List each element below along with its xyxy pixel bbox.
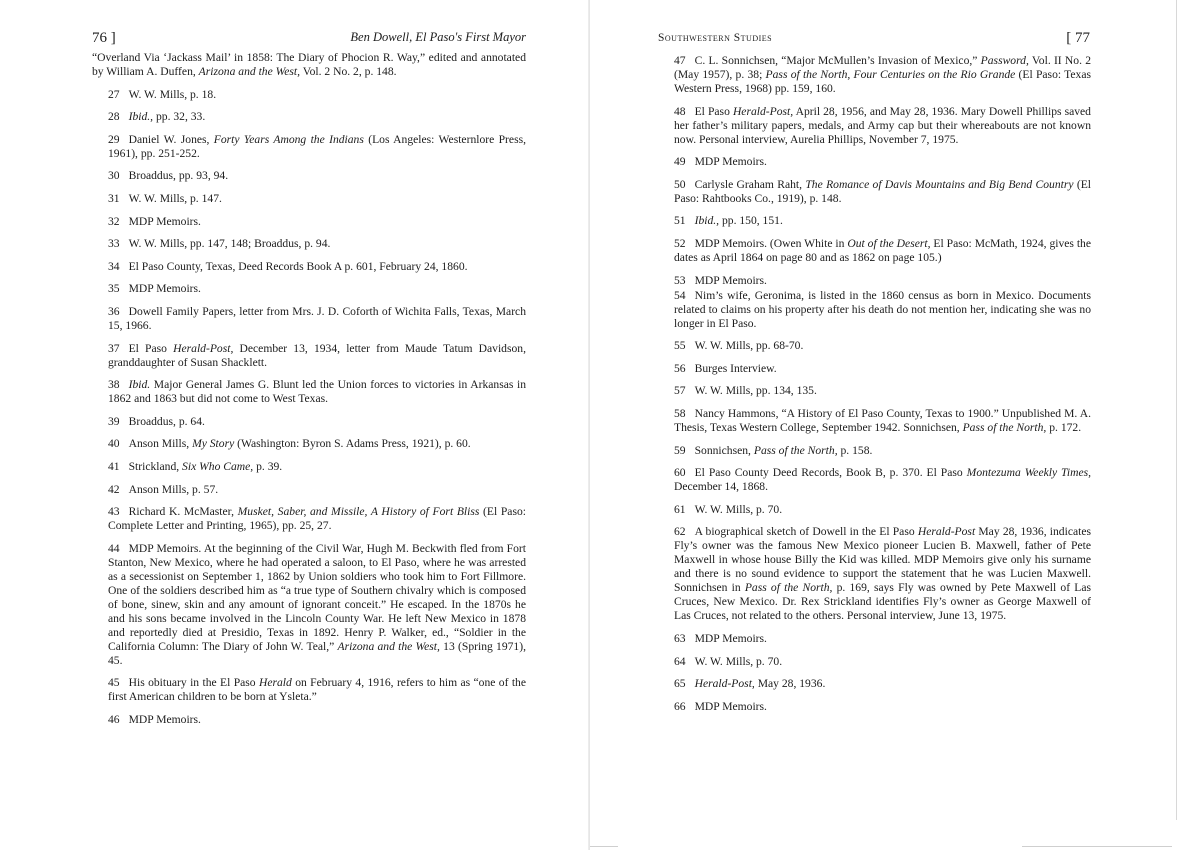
endnote-number: 30: [108, 169, 120, 183]
endnote: 30 Broaddus, pp. 93, 94.: [108, 169, 229, 183]
endnote: 27 W. W. Mills, p. 18.: [108, 87, 217, 101]
endnote: 63 MDP Memoirs.: [674, 631, 767, 645]
endnotes-list: [658, 54, 1091, 722]
endnote-number: 58: [674, 406, 686, 420]
endnote-number: 32: [108, 214, 120, 228]
endnote: 45 His obituary in the El Paso Herald on February 4, 1916, refers to him as “one of the first American children to be born at Ysleta.”: [108, 676, 526, 704]
endnote: 29 Daniel W. Jones, Forty Years Among the Indians (Los Angeles: Westernlore Press, 1961), pp. 251-252.: [108, 132, 526, 160]
endnote-number: 42: [108, 482, 120, 496]
endnote-number: 28: [108, 110, 120, 124]
endnote-number: 59: [674, 443, 686, 457]
endnote: 28 Ibid., pp. 32, 33.: [108, 110, 206, 124]
endnote-number: 48: [674, 104, 686, 118]
running-title: Southwestern Studies: [658, 32, 773, 44]
endnote: 44 MDP Memoirs. At the beginning of the Civil War, Hugh M. Beckwith fled from Fort Stanton, New Mexico, where he had operated a saloon, to El Paso, where he was arrested as a secessionist on September 1, 1862 by Union soldiers who took him to Fort Fillmore. One of the soldiers described him as “a true type of Southern chivalry which is composed of bone, sinew, skin and any amount of ignorant conceit.” He escaped. In the 1870s he and his sons became involved in the Lincoln County War. He left New Mexico in 1878 and reportedly died at Presidio, Texas in 1892. Henry P. Walker, ed., “Soldier in the California Column: The Diary of John W. Teal,” Arizona and the West, 13 (Spring 1971), 45.: [108, 541, 526, 667]
endnote-number: 56: [674, 361, 686, 375]
endnote-number: 50: [674, 177, 686, 191]
page-number: 76 ]: [92, 30, 116, 46]
endnote-number: 29: [108, 132, 120, 146]
endnote-number: 37: [108, 341, 120, 355]
endnotes-list: [92, 51, 526, 735]
endnote-number: 34: [108, 259, 120, 273]
endnote-number: 47: [674, 54, 686, 67]
endnote: 38 Ibid. Major General James G. Blunt led the Union forces to victories in Arkansas in 1862 and 1863 but did not come to West Texas.: [108, 378, 526, 406]
endnote: 58 Nancy Hammons, “A History of El Paso County, Texas to 1900.” Unpublished M. A. Thesis, Texas Western College, September 1942. Sonnichsen, Pass of the North, p. 172.: [674, 406, 1091, 434]
endnote: 34 El Paso County, Texas, Deed Records Book A p. 601, February 24, 1860.: [108, 259, 468, 273]
endnote: 31 W. W. Mills, p. 147.: [108, 191, 222, 205]
endnote: 54 Nim’s wife, Geronima, is listed in the 1860 census as born in Mexico. Documents related to claims on his property after his death do not mention her, indicating she was no longer in El Paso.: [674, 288, 1091, 330]
endnote-number: 39: [108, 414, 120, 428]
endnote-number: 35: [108, 282, 120, 296]
endnote: 50 Carlysle Graham Raht, The Romance of Davis Mountains and Big Bend Country (El Paso: Rahtbooks Co., 1919), p. 148.: [674, 177, 1091, 205]
endnote-number: 49: [674, 155, 686, 169]
endnote: 48 El Paso Herald-Post, April 28, 1956, and May 28, 1936. Mary Dowell Phillips saved her father’s military papers, medals, and Army cap but their whereabouts are not known now. Personal interview, Aurelia Phillips, November 7, 1975.: [674, 104, 1091, 146]
endnote-number: 64: [674, 654, 686, 668]
endnote-number: 40: [108, 437, 120, 451]
endnote-number: 61: [674, 502, 686, 516]
endnote-number: 66: [674, 699, 686, 713]
endnote-number: 43: [108, 505, 120, 519]
endnote-number: 27: [108, 87, 120, 101]
endnote: 49 MDP Memoirs.: [674, 155, 767, 169]
endnote-number: 54: [674, 288, 686, 302]
endnote: 64 W. W. Mills, p. 70.: [674, 654, 783, 668]
endnote: 65 Herald-Post, May 28, 1936.: [674, 677, 826, 691]
endnote-number: 62: [674, 525, 686, 539]
endnote: 52 MDP Memoirs. (Owen White in Out of the Desert, El Paso: McMath, 1924, gives the dates as April 1864 on page 80 and as 1862 on page 105.): [674, 236, 1091, 264]
endnote: 46 MDP Memoirs.: [108, 712, 201, 726]
page-number: [ 77: [1066, 30, 1090, 46]
endnote: 43 Richard K. McMaster, Musket, Saber, and Missile, A History of Fort Bliss (El Paso: Complete Letter and Printing, 1965), pp. 25, 27.: [108, 505, 526, 533]
right-page: [590, 0, 1183, 850]
endnote-number: 36: [108, 304, 120, 318]
endnote: 66 MDP Memoirs.: [674, 699, 767, 713]
endnote: 57 W. W. Mills, pp. 134, 135.: [674, 384, 817, 398]
endnote: 36 Dowell Family Papers, letter from Mrs. J. D. Coforth of Wichita Falls, Texas, March 15, 1966.: [108, 304, 526, 332]
endnote: 53 MDP Memoirs.: [674, 273, 767, 287]
endnote: 51 Ibid., pp. 150, 151.: [674, 214, 783, 228]
left-page: [0, 0, 590, 850]
endnote-number: 63: [674, 631, 686, 645]
running-title: Ben Dowell, El Paso's First Mayor: [350, 30, 526, 44]
endnote-number: 41: [108, 459, 120, 473]
note-continuation: “Overland Via ‘Jackass Mail’ in 1858: The Diary of Phocion R. Way,” edited and annotated by William A. Duffen, Arizona and the West, Vol. 2 No. 2, p. 148.: [92, 51, 526, 78]
endnote-number: 57: [674, 384, 686, 398]
endnote: 62 A biographical sketch of Dowell in the El Paso Herald-Post May 28, 1936, indicates Fly’s owner was the famous New Mexico pioneer Lucien B. Maxwell, father of Pete Maxwell in whose house Billy the Kid was killed. MDP Memoirs give only his surname and there is no sound evidence to support the statement that he was Lucien Maxwell. Sonnichsen in Pass of the North, p. 169, says Fly was owned by Pete Maxwell of Las Cruces, New Mexico. Dr. Rex Strickland identifies Fly’s owner as George Maxwell of Las Cruces, not related to the others. Personal interview, June 13, 1975.: [674, 525, 1091, 623]
endnote-number: 52: [674, 236, 686, 250]
endnote-number: 51: [674, 214, 686, 228]
endnote-number: 31: [108, 191, 120, 205]
endnote-number: 55: [674, 339, 686, 353]
endnote-number: 53: [674, 273, 686, 287]
endnote: 55 W. W. Mills, pp. 68-70.: [674, 339, 804, 353]
endnote-number: 60: [674, 466, 686, 480]
endnote: 35 MDP Memoirs.: [108, 282, 201, 296]
endnote: 42 Anson Mills, p. 57.: [108, 482, 219, 496]
endnote-number: 45: [108, 676, 120, 690]
endnote-number: 46: [108, 712, 120, 726]
endnote: 39 Broaddus, p. 64.: [108, 414, 205, 428]
endnote: 47 C. L. Sonnichsen, “Major McMullen’s Invasion of Mexico,” Password, Vol. II No. 2 (May 1957), p. 38; Pass of the North, Four Centuries on the Rio Grande (El Paso: Texas Western Press, 1968) pp. 159, 160.: [674, 54, 1092, 95]
endnote: 37 El Paso Herald-Post, December 13, 1934, letter from Maude Tatum Davidson, granddaughter of Susan Shacklett.: [108, 341, 526, 369]
endnote: 56 Burges Interview.: [674, 361, 777, 375]
endnote: 41 Strickland, Six Who Came, p. 39.: [108, 459, 283, 473]
endnote-number: 44: [108, 541, 120, 555]
endnote: 33 W. W. Mills, pp. 147, 148; Broaddus, p. 94.: [108, 237, 331, 251]
endnote: 32 MDP Memoirs.: [108, 214, 201, 228]
endnote-number: 33: [108, 237, 120, 251]
endnote: 61 W. W. Mills, p. 70.: [674, 502, 783, 516]
endnote-number: 65: [674, 677, 686, 691]
endnote: 60 El Paso County Deed Records, Book B, p. 370. El Paso Montezuma Weekly Times, December 14, 1868.: [674, 466, 1092, 494]
endnote: 40 Anson Mills, My Story (Washington: Byron S. Adams Press, 1921), p. 60.: [108, 437, 471, 451]
endnote: 59 Sonnichsen, Pass of the North, p. 158.: [674, 443, 873, 457]
endnote-number: 38: [108, 378, 120, 392]
